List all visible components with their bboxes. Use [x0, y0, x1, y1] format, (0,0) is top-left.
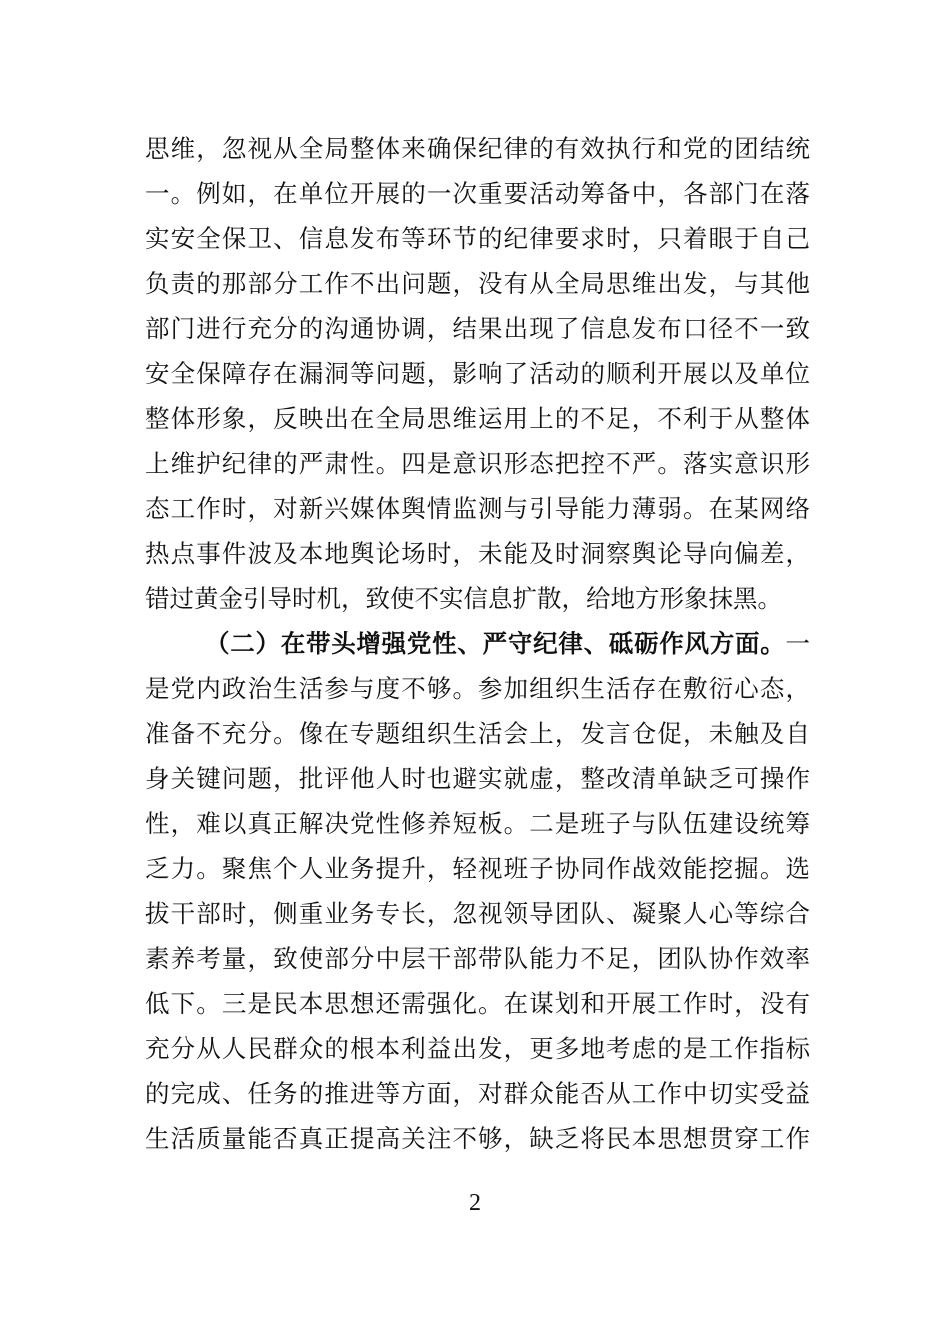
paragraph-line: 充分从人民群众的根本利益出发，更多地考虑的是工作指标 — [145, 1034, 810, 1063]
paragraph-line: 热点事件波及本地舆论场时，未能及时洞察舆论导向偏差， — [145, 539, 810, 568]
section-heading: （二）在带头增强党性、严守纪律、砥砺作风方面。 — [205, 629, 786, 658]
section-heading-tail: 一 — [785, 629, 810, 658]
paragraph-line: 错过黄金引导时机，致使不实信息扩散，给地方形象抹黑。 — [145, 584, 782, 613]
paragraph-line: 的完成、任务的推进等方面，对群众能否从工作中切实受益 — [145, 1079, 810, 1108]
paragraph-line: 准备不充分。像在专题组织生活会上，发言仓促，未触及自 — [145, 719, 810, 748]
paragraph-line: 态工作时，对新兴媒体舆情监测与引导能力薄弱。在某网络 — [145, 494, 810, 523]
paragraph-line: 性，难以真正解决党性修养短板。二是班子与队伍建设统筹 — [145, 809, 810, 838]
paragraph-line: 负责的那部分工作不出问题，没有从全局思维出发，与其他 — [145, 269, 810, 298]
paragraph-line: 安全保障存在漏洞等问题，影响了活动的顺利开展以及单位 — [145, 359, 810, 388]
section-heading-line — [145, 621, 810, 666]
page-number: 2 — [469, 1190, 481, 1216]
paragraph-line: 整体形象，反映出在全局思维运用上的不足，不利于从整体 — [145, 404, 810, 433]
paragraph-line: 生活质量能否真正提高关注不够，缺乏将民本思想贯穿工作 — [145, 1124, 810, 1153]
paragraph-line: 上维护纪律的严肃性。四是意识形态把控不严。落实意识形 — [145, 449, 810, 478]
paragraph-line: 一。例如，在单位开展的一次重要活动筹备中，各部门在落 — [145, 179, 810, 208]
paragraph-line: 实安全保卫、信息发布等环节的纪律要求时，只着眼于自己 — [145, 224, 810, 253]
paragraph-line: 身关键问题，批评他人时也避实就虚，整改清单缺乏可操作 — [145, 764, 810, 793]
paragraph-line: 拔干部时，侧重业务专长，忽视领导团队、凝聚人心等综合 — [145, 899, 810, 928]
paragraph-line: 思维，忽视从全局整体来确保纪律的有效执行和党的团结统 — [145, 134, 810, 163]
paragraph-line: 是党内政治生活参与度不够。参加组织生活存在敷衍心态， — [145, 674, 810, 703]
body-text — [145, 126, 810, 1161]
paragraph-line: 低下。三是民本思想还需强化。在谋划和开展工作时，没有 — [145, 989, 810, 1018]
paragraph-line: 部门进行充分的沟通协调，结果出现了信息发布口径不一致 — [145, 314, 810, 343]
paragraph-line: 素养考量，致使部分中层干部带队能力不足，团队协作效率 — [145, 944, 810, 973]
paragraph-line: 乏力。聚焦个人业务提升，轻视班子协同作战效能挖掘。选 — [145, 854, 810, 883]
